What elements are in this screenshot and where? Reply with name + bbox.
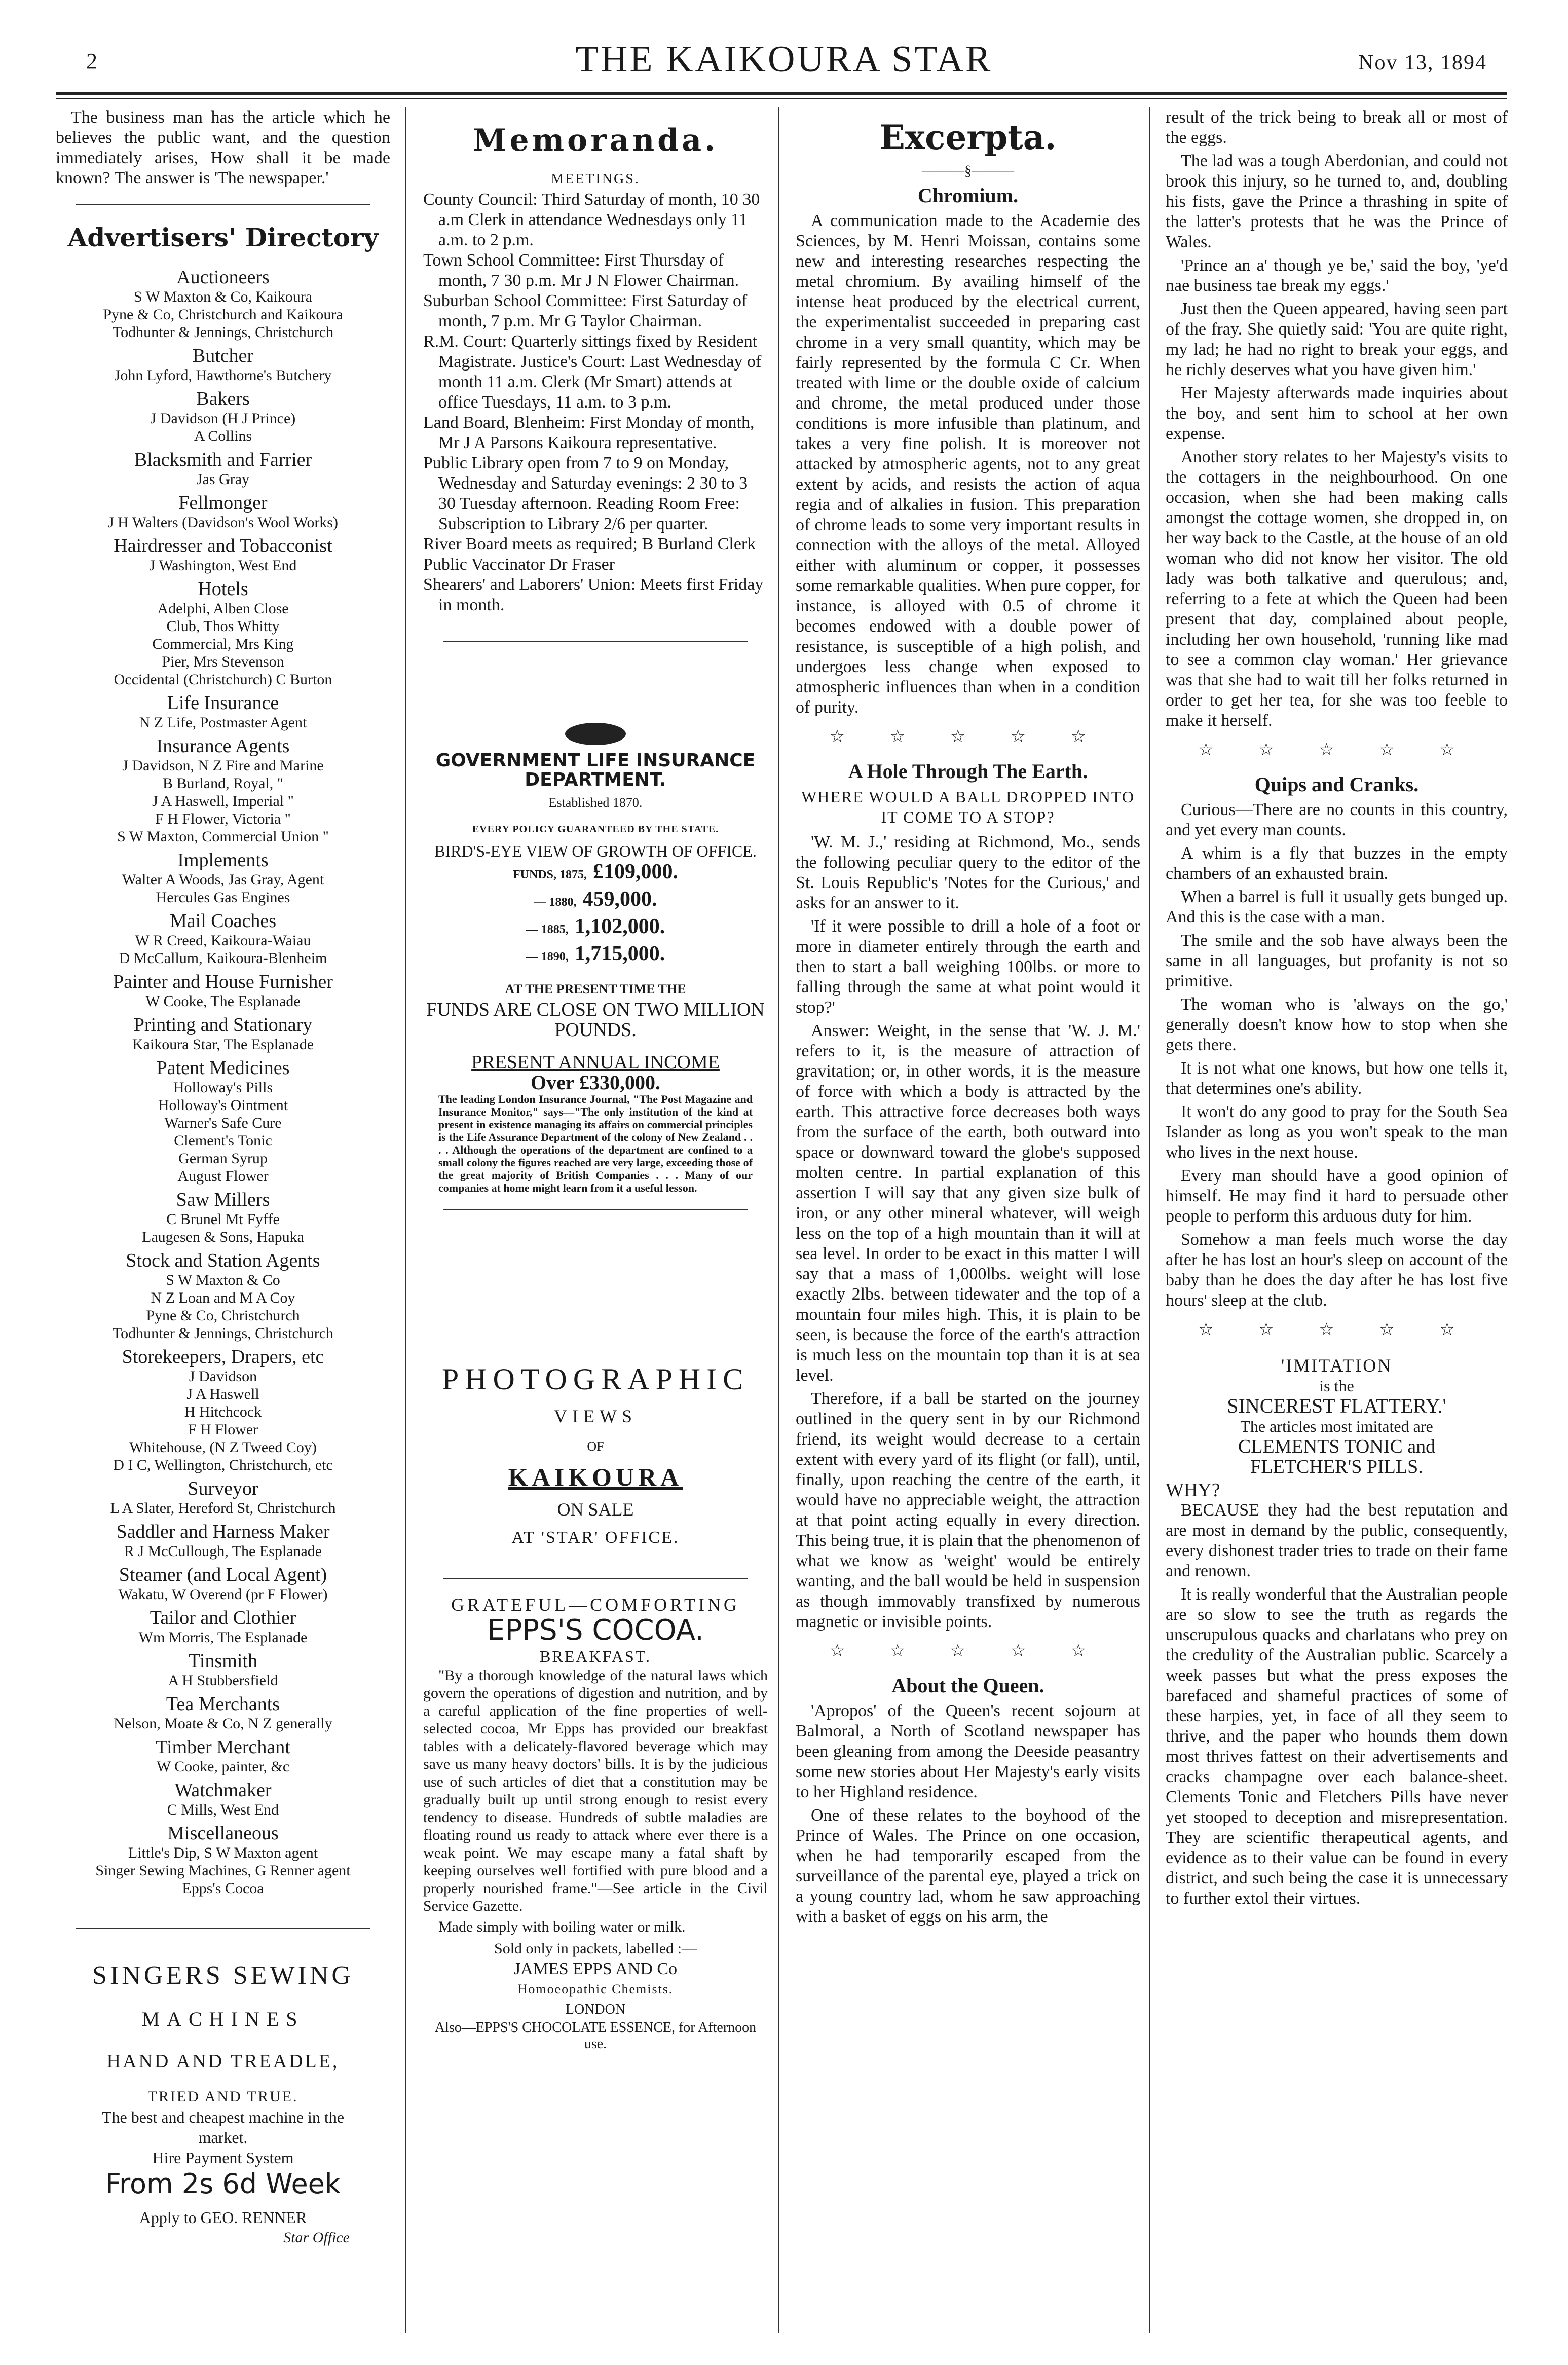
- why-paragraph-2: It is really wonderful that the Australian people are so slow to see the truth as regards the unscrupulous quacks and charlatans who prey on the credulity of the Australian public. Scarcely a week passes but what the press exposes the barefaced and shameful practices of some of these harpies, yet, in face of all they seem to thrive, and the paper who hounds them down most thrives fattest on their advertisements and cracks champagne over each balance-sheet. Clements Tonic and Fletchers Pills have never yet stooped to deception and misrepresentation. They are scientific therapeutical agents, and evidence as to their value can be found in every district, and such being the case it is unnecessary to further extol their virtues.: [1166, 1585, 1508, 1908]
- directory-category: Tailor and Clothier: [150, 1607, 296, 1629]
- directory-entry: L A Slater, Hereford St, Christchurch: [110, 1500, 336, 1517]
- directory-entry: R J McCullough, The Esplanade: [124, 1543, 322, 1560]
- directory-entry: B Burland, Royal, ": [162, 775, 284, 792]
- directory-category: Bakers: [196, 388, 250, 410]
- queen-paragraph-1: 'Apropos' of the Queen's recent sojourn at Balmoral, a North of Scotland newspaper has been gleaning from among the Deeside peasantry some new stories about Her Majesty's early visits to her Highland residence.: [796, 1702, 1140, 1801]
- insurance-growth: BIRD'S-EYE VIEW OF GROWTH OF OFFICE.: [434, 842, 757, 860]
- memo-item: Town School Committee: First Thursday of month, 7 30 p.m. Mr J N Flower Chairman.: [423, 251, 739, 290]
- singer-apply: Apply to GEO. RENNER: [139, 2208, 307, 2227]
- photo-kaikoura: KAIKOURA: [508, 1463, 683, 1491]
- funds-label: — 1880,: [534, 896, 577, 909]
- directory-category: Mail Coaches: [169, 910, 276, 932]
- funds-row: [423, 887, 768, 914]
- directory-entry: Pyne & Co, Christchurch and Kaikoura: [103, 306, 343, 323]
- epps-grateful: GRATEFUL—COMFORTING: [451, 1595, 740, 1615]
- singer-tried: TRIED AND TRUE.: [147, 2088, 298, 2105]
- directory-category: Painter and House Furnisher: [113, 971, 333, 992]
- directory-category: Watchmaker: [174, 1780, 272, 1801]
- directory-entry: W R Creed, Kaikoura-Waiau: [135, 932, 311, 949]
- photo-views: VIEWS: [554, 1406, 637, 1426]
- queen-paragraph-2: One of these relates to the boyhood of the Prince of Wales. The Prince on one occasion, when he had temporarily escaped from the surveillance of the parental eye, played a trick on a young country lad, whom he saw approaching with a basket of eggs on his arm, the: [796, 1806, 1140, 1926]
- epps-chemists: Homoeopathic Chemists.: [517, 1982, 674, 1997]
- directory-entry: John Lyford, Hawthorne's Butchery: [114, 367, 332, 384]
- singer-machines: MACHINES: [141, 2008, 305, 2030]
- directory-category: Life Insurance: [167, 692, 279, 714]
- funds-row: [423, 914, 768, 942]
- directory-entry: Todhunter & Jennings, Christchurch: [112, 1325, 334, 1342]
- funds-label: FUNDS, 1875,: [512, 868, 587, 881]
- masthead: [0, 0, 1568, 101]
- directory-entry: S W Maxton & Co: [166, 1272, 280, 1288]
- quip-item: Somehow a man feels much worse the day after he has lost an hour's sleep on account of the baby than he does the day after he has lost five hours' sleep at the club.: [1166, 1230, 1508, 1310]
- quip-item: Every man should have a good opinion of himself. He may find it hard to persuade other people to perform this arduous duty for him.: [1166, 1166, 1508, 1226]
- directory-category: Fellmonger: [178, 492, 268, 513]
- directory-entry: Hercules Gas Engines: [156, 889, 290, 906]
- divider: [443, 1209, 748, 1210]
- chromium-text: A communication made to the Academie des Sciences, by M. Henri Moissan, contains some new and interesting researches respecting the metal chromium. By availing himself of the intense heat produced by the electrical current, the experimentalist succeeded in preparing cast chrome in a very small quantity, which may be fairly represented by the formula C Cr. When treated with lime or the double oxide of calcium and chrome, the metal produced under those conditions is more infusible than platinum, and takes a very fine polish. It is moreover not attacked by atmospheric agents, not to any great extent by acids, and resists the action of aqua regia and of alkalies in fusion. This preparation of chrome leads to some very important results in connection with the alloys of the metal. Alloyed either with aluminum or copper, it possesses some remarkable qualities. When pure copper, for instance, is alloyed with 0.5 of chrome it becomes endowed with a double power of resistance, is susceptible of a high polish, and undergoes less change when exposed to atmospheric influences than when in a condition of purity.: [796, 211, 1140, 717]
- queen-story-5: Another story relates to her Majesty's visits to the cottagers in the neighbourhood. On one occasion, when she had been making calls amongst the cottage women, she dropped in, on her way back to the Castle, at the house of an old woman who did not know her visitor. The old lady was both talkative and querulous; and, referring to a fete at which the Queen had been present that day, complained about people, including her own household, 'running like mad to see a common clay woman.' Her grievance was that she had to wait till her folks returned in order to get her tea, for she was too feeble to make it herself.: [1166, 448, 1508, 730]
- directory-category: Stock and Station Agents: [126, 1250, 320, 1271]
- directory-category: Hairdresser and Tobacconist: [114, 535, 332, 557]
- funds-table: [423, 860, 768, 969]
- intro-paragraph: The business man has the article which he believes the public want, and the question immediately arises, How shall it be made known? The answer is 'The newspaper.': [56, 108, 390, 188]
- directory-category: Tea Merchants: [166, 1693, 280, 1715]
- queen-story-3: Just then the Queen appeared, having seen part of the fray. She quietly said: 'You are quite right, my lad; he had no right to break your eggs, and he richly deserves what you have given him.': [1166, 300, 1508, 379]
- directory-category: Saddler and Harness Maker: [116, 1521, 330, 1542]
- insurance-title: GOVERNMENT LIFE INSURANCE DEPARTMENT.: [435, 750, 756, 790]
- epps-body: "By a thorough knowledge of the natural laws which govern the operations of digestion and nutrition, and by a careful application of the fine properties of well-selected cocoa, Mr Epps has provided our breakfast tables with a delicately-flavored beverage which may save us many heavy doctors' bills. It is by the judicious use of such articles of diet that a constitution may be gradually built up until strong enough to resist every tendency to disease. Hundreds of subtle maladies are floating round us ready to attack where ever there is a weak point. We may escape many a fatal shaft by keeping ourselves well fortified with pure blood and a properly nourished frame."—See article in the Civil Service Gazette.: [423, 1667, 768, 1914]
- queen-story-2: 'Prince an a' though ye be,' said the boy, 'ye'd nae business tae break my eggs.': [1166, 256, 1508, 295]
- clements-advertisement: [1166, 1355, 1508, 1909]
- queen-story-4: Her Majesty afterwards made inquiries about the boy, and sent him to school at her own expense.: [1166, 384, 1508, 443]
- directory-entry: W Cooke, The Esplanade: [145, 993, 301, 1010]
- directory-entry: W Cooke, painter, &c: [156, 1758, 290, 1775]
- memo-item: Land Board, Blenheim: First Monday of month, Mr J A Parsons Kaikoura representative.: [423, 413, 755, 452]
- singer-headline: SINGERS SEWING: [92, 1961, 354, 1990]
- singer-hand-treadle: HAND AND TREADLE,: [106, 2051, 340, 2072]
- directory-entry: Pier, Mrs Stevenson: [162, 653, 284, 670]
- directory-entry: S W Maxton & Co, Kaikoura: [133, 288, 313, 305]
- directory-entry: J Davidson: [189, 1368, 257, 1385]
- queen-title: About the Queen.: [891, 1674, 1044, 1697]
- section-mark: ———§———: [922, 163, 1014, 179]
- directory-category: Implements: [177, 849, 269, 871]
- column-1: [56, 107, 390, 2333]
- memoranda-title: Memoranda.: [473, 123, 718, 158]
- directory-entry: S W Maxton, Commercial Union ": [117, 828, 329, 845]
- directory-category: Storekeepers, Drapers, etc: [122, 1346, 324, 1368]
- directory-entry: Epps's Cocoa: [182, 1880, 264, 1897]
- photo-office: AT 'STAR' OFFICE.: [511, 1528, 680, 1547]
- insurance-income-amount: Over £330,000.: [531, 1071, 660, 1094]
- quip-item: Curious—There are no counts in this country, and yet every man counts.: [1166, 800, 1508, 839]
- directory-entry: J A Haswell: [186, 1386, 259, 1402]
- insurance-quote: The leading London Insurance Journal, "The Post Magazine and Insurance Monitor," says—"The only institution of the kind at present in existence managing its affairs on commercial principles is the Life Assurance Department of the colony of New Zealand . . . . Although the operations of the department are confined to a small colony the figures reached are very large, exceeding those of the great majority of British Companies . . . Many of our companies at home might learn from it a useful lesson.: [438, 1093, 753, 1194]
- issue-date: Nov 13, 1894: [1358, 51, 1487, 75]
- quip-item: A whim is a fly that buzzes in the empty chambers of an exhausted brain.: [1166, 844, 1508, 883]
- directory-entry: J Washington, West End: [149, 557, 297, 574]
- directory-entry: Nelson, Moate & Co, N Z generally: [114, 1715, 332, 1732]
- insurance-established: Established 1870.: [548, 795, 643, 810]
- directory-entry: Wm Morris, The Esplanade: [138, 1629, 308, 1646]
- hole-paragraph-2: 'If it were possible to drill a hole of a foot or more in diameter entirely through the earth and then to start a ball weighing 100lbs. or more to falling through the same at what point would it stop?': [796, 917, 1140, 1017]
- directory-entry: N Z Life, Postmaster Agent: [139, 714, 307, 731]
- directory-entry: Walter A Woods, Jas Gray, Agent: [122, 871, 324, 888]
- directory-entry: Singer Sewing Machines, G Renner agent: [95, 1862, 351, 1879]
- epps-chocolate: Also—EPPS'S CHOCOLATE ESSENCE, for Afternoon use.: [434, 2020, 757, 2052]
- singer-office: Star Office: [283, 2229, 350, 2246]
- advertisers-directory: [56, 267, 390, 1897]
- column-divider: [405, 107, 406, 2333]
- masthead-rule-thin: [56, 98, 1507, 99]
- directory-entry: Commercial, Mrs King: [152, 636, 294, 652]
- directory-entry: Clement's Tonic: [174, 1132, 272, 1149]
- meetings-label: MEETINGS.: [551, 171, 640, 187]
- memo-item: River Board meets as required; B Burland Clerk: [423, 535, 756, 553]
- memoranda-list: [423, 190, 768, 615]
- directory-category: Patent Medicines: [156, 1057, 290, 1079]
- directory-entry: H Hitchcock: [184, 1403, 262, 1420]
- directory-category: Printing and Stationary: [133, 1014, 313, 1036]
- quip-item: It is not what one knows, but how one tells it, that determines one's ability.: [1166, 1059, 1508, 1098]
- funds-label: — 1885,: [526, 923, 569, 936]
- directory-entry: Occidental (Christchurch) C Burton: [114, 671, 332, 688]
- is-the-line: is the: [1319, 1377, 1354, 1395]
- directory-category: Miscellaneous: [167, 1823, 279, 1844]
- memo-item: Shearers' and Laborers' Union: Meets first Friday in month.: [423, 575, 764, 614]
- directory-entry: Kaikoura Star, The Esplanade: [132, 1036, 314, 1053]
- directory-entry: Jas Gray: [196, 471, 250, 488]
- directory-entry: German Syrup: [178, 1150, 268, 1167]
- insurance-guarantee: EVERY POLICY GUARANTEED BY THE STATE.: [472, 824, 719, 835]
- directory-category: Blacksmith and Farrier: [134, 449, 312, 470]
- column-2: [423, 107, 768, 2333]
- insurance-funds-close: FUNDS ARE CLOSE ON TWO MILLION POUNDS.: [426, 999, 765, 1041]
- why-paragraph-1: BECAUSE they had the best reputation and are most in demand by the public, consequently, every dishonest trader tries to trade on their fame and renown.: [1166, 1501, 1508, 1580]
- fletchers-pills-line: FLETCHER'S PILLS.: [1250, 1456, 1423, 1477]
- flattery-line: SINCEREST FLATTERY.': [1227, 1394, 1446, 1417]
- quip-item: The woman who is 'always on the go,' generally doesn't know how to stop when she gets there.: [1166, 995, 1508, 1054]
- column-divider: [778, 107, 779, 2333]
- directory-entry: C Mills, West End: [167, 1801, 279, 1818]
- funds-amount: 1,102,000.: [574, 915, 665, 938]
- directory-entry: J A Haswell, Imperial ": [152, 793, 294, 809]
- page-number: 2: [86, 49, 97, 73]
- why-heading: WHY?: [1166, 1480, 1220, 1501]
- epps-title: EPPS'S COCOA.: [487, 1614, 704, 1647]
- directory-entry: F H Flower, Victoria ": [155, 810, 291, 827]
- hole-paragraph-3: Answer: Weight, in the sense that 'W. J. M.' refers to it, is the measure of attraction of gravitation; or, in other words, it is the measure of force with which a body is attracted by the earth. This attractive force decreases both ways from the surface of the earth, both outward into space or downward toward the globe's supposed molten centre. In partial explanation of this assertion I will say that any given size bulk of iron, or any other mineral whatever, will weigh less on the top of a high mountain than it will at sea level. In order to be exact in this matter I will say that a mass of 1,000lbs. weight will lose exactly 2lbs. between tidewater and the top of a mountain four miles high. This, it is plain to be seen, is because the force of the earth's attraction is much less on the mountain top than it is at sea level.: [796, 1021, 1140, 1385]
- directory-entry: Whitehouse, (N Z Tweed Coy): [129, 1439, 317, 1456]
- memo-item: County Council: Third Saturday of month, 10 30 a.m Clerk in attendance Wednesdays only 11 a.m. to 2 p.m.: [423, 190, 760, 249]
- epps-breakfast: BREAKFAST.: [540, 1647, 651, 1666]
- divider: [443, 641, 748, 642]
- directory-entry: Club, Thos Whitty: [166, 618, 280, 635]
- funds-amount: £109,000.: [593, 860, 678, 883]
- epps-made-simply: Made simply with boiling water or milk.: [438, 1918, 686, 1935]
- insurance-present: AT THE PRESENT TIME THE: [505, 982, 686, 996]
- funds-row: [423, 942, 768, 969]
- divider: [76, 204, 370, 205]
- quips-title: Quips and Cranks.: [1254, 773, 1419, 796]
- directory-entry: August Flower: [177, 1168, 269, 1185]
- imitation-line: 'IMITATION: [1281, 1355, 1393, 1376]
- funds-amount: 1,715,000.: [574, 942, 665, 966]
- divider: [76, 1928, 370, 1929]
- singer-cheapest: The best and cheapest machine in the market.: [101, 2108, 345, 2147]
- directory-entry: J Davidson (H J Prince): [150, 410, 296, 427]
- hole-subtitle: WHERE WOULD A BALL DROPPED INTO IT COME TO A STOP?: [801, 788, 1135, 826]
- newspaper-title: THE KAIKOURA STAR: [575, 39, 993, 80]
- directory-category: Insurance Agents: [156, 735, 290, 757]
- memo-item: Suburban School Committee: First Saturday of month, 7 p.m. Mr G Taylor Chairman.: [423, 291, 748, 330]
- photo-of: OF: [587, 1439, 604, 1454]
- directory-entry: Pyne & Co, Christchurch: [146, 1307, 300, 1324]
- hole-paragraph-4: Therefore, if a ball be started on the journey outlined in the query sent in by our Richmond friend, its weight would decrease to a certain extent with every yard of its flight (or fall), until, finally, upon reaching the centre of the earth, it would have no appreciable weight, the attraction at that point acting equally in every direction. This being true, it is plain that the phenomenon of what we know as 'weight' would be entirely wanting, and the ball would be held in suspension as though immovably transfixed by numerous magnetic or invisible points.: [796, 1389, 1140, 1631]
- excerpta-title: Excerpta.: [879, 118, 1057, 157]
- queen-story-1: The lad was a tough Aberdonian, and could not brook this injury, so he turned to, and, doubling his fists, gave the Prince a thrashing in spite of the latter's protests that he was the Prince of Wales.: [1166, 152, 1508, 251]
- directory-entry: D I C, Wellington, Christchurch, etc: [113, 1457, 333, 1473]
- funds-label: — 1890,: [526, 950, 569, 964]
- insurance-advertisement: [423, 718, 768, 1194]
- directory-entry: Little's Dip, S W Maxton agent: [128, 1844, 318, 1861]
- directory-entry: A H Stubbersfield: [168, 1672, 278, 1689]
- directory-entry: D McCallum, Kaikoura-Blenheim: [119, 950, 327, 967]
- insurance-income: PRESENT ANNUAL INCOME: [471, 1052, 720, 1073]
- directory-category: Tinsmith: [189, 1650, 257, 1672]
- epps-sold: Sold only in packets, labelled :—: [494, 1940, 697, 1957]
- directory-category: Hotels: [198, 578, 248, 600]
- quip-item: When a barrel is full it usually gets bunged up. And this is the case with a man.: [1166, 888, 1508, 927]
- star-divider: ☆ ☆ ☆ ☆ ☆: [1198, 1320, 1475, 1339]
- directory-entry: Holloway's Pills: [173, 1079, 273, 1096]
- coat-of-arms-icon: [560, 718, 631, 748]
- funds-amount: 459,000.: [582, 888, 657, 911]
- chromium-title: Chromium.: [917, 184, 1019, 207]
- directory-entry: Todhunter & Jennings, Christchurch: [112, 324, 334, 341]
- epps-cocoa-advertisement: [423, 1595, 768, 2052]
- directory-entry: Warner's Safe Cure: [164, 1115, 282, 1131]
- star-divider: ☆ ☆ ☆ ☆ ☆: [1198, 741, 1475, 759]
- memo-item: Public Vaccinator Dr Fraser: [423, 555, 615, 574]
- photographic-advertisement: [423, 1362, 768, 1548]
- queen-continued: result of the trick being to break all or most of the eggs.: [1166, 108, 1508, 147]
- divider: [443, 1578, 748, 1579]
- directory-category: Butcher: [192, 345, 254, 366]
- epps-london: LONDON: [565, 2002, 626, 2017]
- directory-entry: J Davidson, N Z Fire and Marine: [122, 757, 324, 774]
- photo-headline: PHOTOGRAPHIC: [441, 1362, 750, 1396]
- memo-item: R.M. Court: Quarterly sittings fixed by Resident Magistrate. Justice's Court: Last Wednesday of month 11 a.m. Clerk (Mr Smart) attends at office Tuesdays, 11 a.m. to 3 p.m.: [423, 332, 762, 412]
- memo-item: Public Library open from 7 to 9 on Monday, Wednesday and Saturday evenings: 2 30 to 3 30 Tuesday afternoon. Reading Room Free: Subscription to Library 2/6 per quarter.: [423, 454, 748, 533]
- directory-category: Steamer (and Local Agent): [119, 1564, 327, 1585]
- directory-entry: Holloway's Ointment: [158, 1097, 288, 1114]
- quips-list: [1166, 800, 1508, 1311]
- singer-advertisement: [56, 1959, 390, 2248]
- singer-price: From 2s 6d Week: [105, 2168, 341, 2200]
- hole-title: A Hole Through The Earth.: [848, 760, 1088, 783]
- column-3: [796, 107, 1140, 2333]
- star-divider: ☆ ☆ ☆ ☆ ☆: [829, 727, 1107, 746]
- directory-category: Timber Merchant: [156, 1736, 290, 1758]
- column-4: [1166, 107, 1508, 2333]
- most-imitated-line: The articles most imitated are: [1240, 1417, 1433, 1435]
- directory-entry: C Brunel Mt Fyffe: [166, 1211, 280, 1228]
- directory-category: Auctioneers: [176, 267, 270, 288]
- singer-hire: Hire Payment System: [152, 2149, 294, 2167]
- directory-entry: N Z Loan and M A Coy: [151, 1289, 295, 1306]
- hole-paragraph-1: 'W. M. J.,' residing at Richmond, Mo., sends the following peculiar query to the editor of the St. Louis Republic's 'Notes for the Curious,' and asks for an answer to it.: [796, 833, 1140, 912]
- directory-category: Surveyor: [188, 1478, 258, 1499]
- photo-on-sale: ON SALE: [557, 1499, 634, 1520]
- directory-title: Advertisers' Directory: [67, 223, 379, 252]
- quip-item: The smile and the sob have always been the same in all languages, but profanity is not so primitive.: [1166, 931, 1508, 990]
- directory-entry: A Collins: [194, 428, 252, 445]
- quip-item: It won't do any good to pray for the South Sea Islander as long as you won't speak to the man who lives in the next house.: [1166, 1102, 1508, 1162]
- masthead-rule: [56, 92, 1507, 95]
- clements-tonic-line: CLEMENTS TONIC and: [1238, 1436, 1436, 1457]
- column-divider: [1149, 107, 1150, 2333]
- directory-entry: Adelphi, Alben Close: [157, 600, 289, 617]
- epps-company: JAMES EPPS AND Co: [513, 1960, 678, 1978]
- directory-entry: F H Flower: [188, 1421, 258, 1438]
- funds-row: [423, 860, 768, 887]
- star-divider: ☆ ☆ ☆ ☆ ☆: [829, 1642, 1107, 1660]
- directory-entry: Wakatu, W Overend (pr F Flower): [118, 1586, 328, 1603]
- directory-entry: J H Walters (Davidson's Wool Works): [108, 514, 338, 531]
- directory-entry: Laugesen & Sons, Hapuka: [142, 1229, 304, 1245]
- directory-category: Saw Millers: [176, 1189, 270, 1210]
